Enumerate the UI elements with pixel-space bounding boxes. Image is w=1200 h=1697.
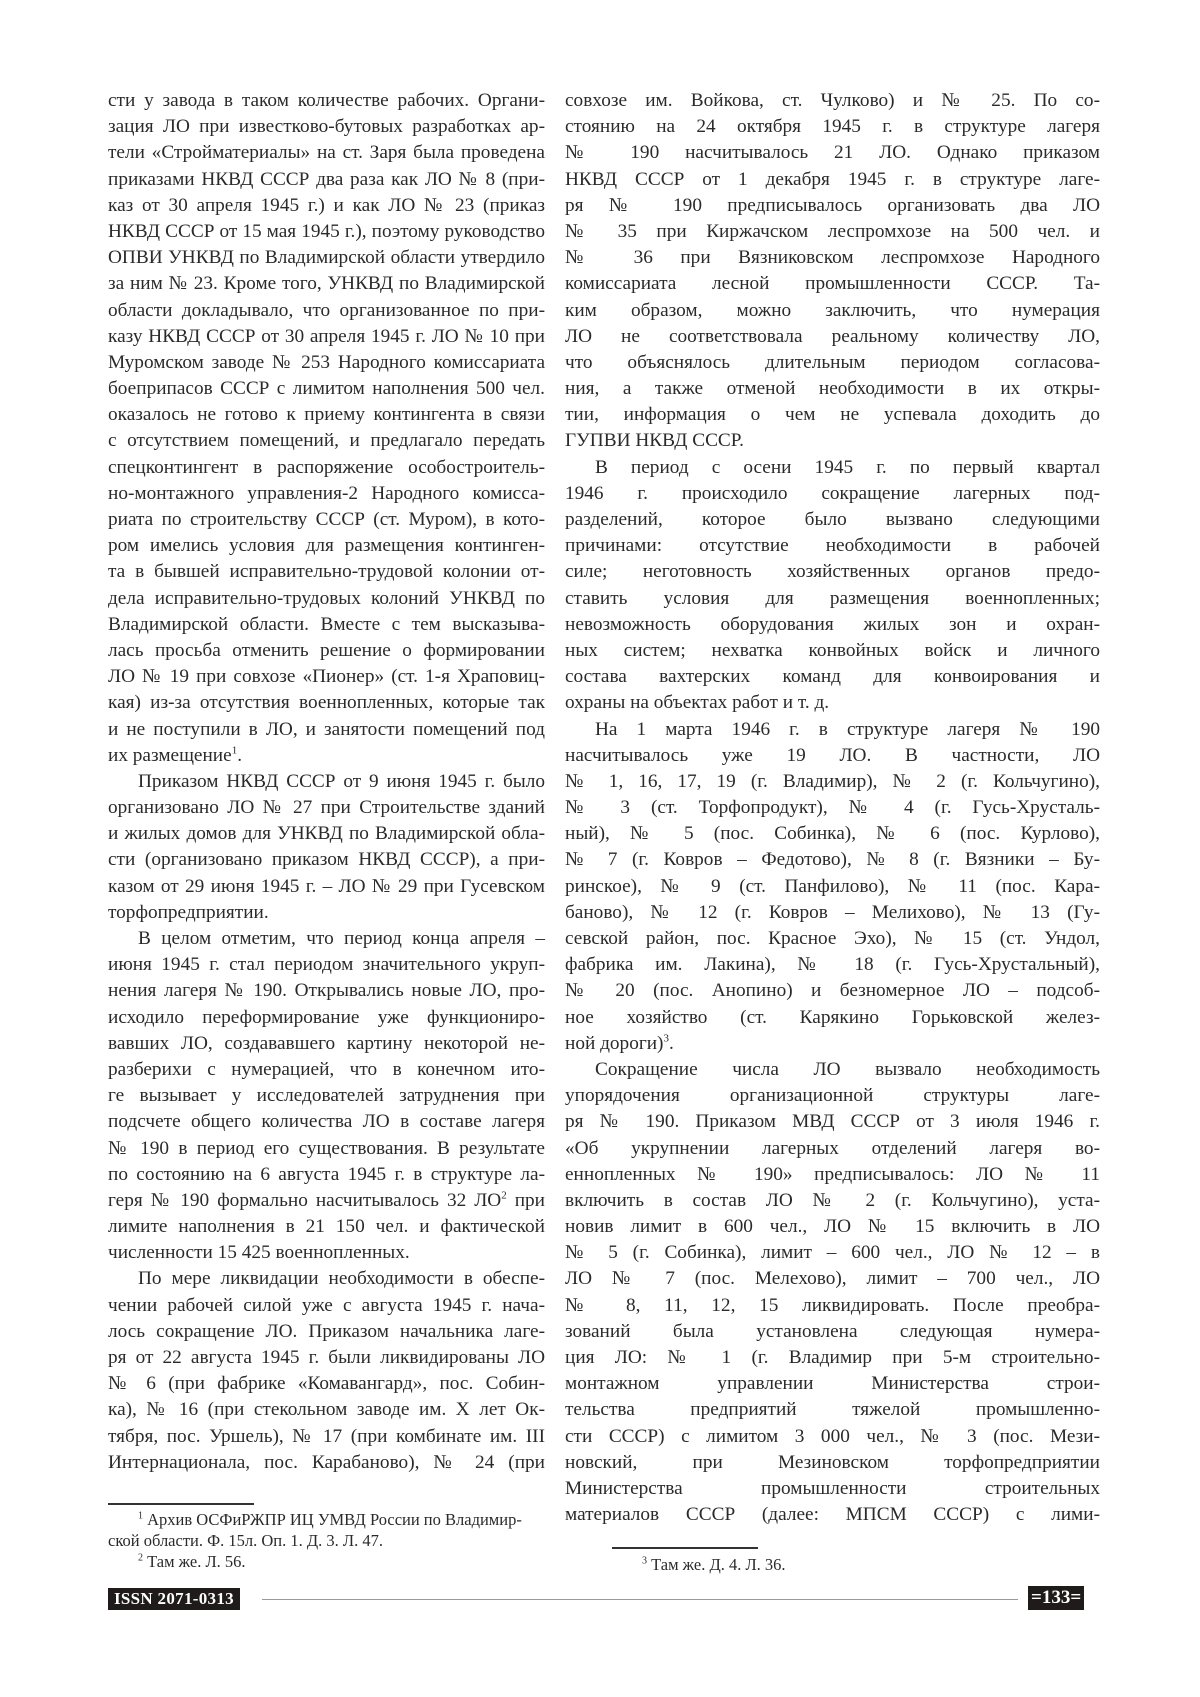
- line-text: ставить условия для размещения военнопленных;: [565, 587, 1100, 609]
- line-text: № 20 (пос. Анопино) и безномерное ЛО – подсоб-: [565, 980, 1100, 1002]
- line-text: баново), № 12 (г. Ковров – Мелихово), № 13 (Гу-: [565, 901, 1100, 923]
- line-text: Приказом НКВД СССР от 9 июня 1945 г. было: [138, 770, 545, 792]
- line-text: с отсутствием помещений, и предлагало передать: [108, 430, 545, 452]
- issn-badge: ISSN 2071-0313: [108, 1588, 240, 1610]
- text-line: [565, 1057, 1100, 1083]
- line-text-tail: .: [237, 744, 243, 766]
- text-line: [565, 1162, 1100, 1188]
- text-line: [108, 376, 545, 402]
- line-text: ГУПВИ НКВД СССР.: [565, 430, 744, 452]
- text-line: [108, 1031, 545, 1057]
- line-text: разделений, которое было вызвано следующими: [565, 509, 1100, 530]
- line-text: № 7 (г. Ковров – Федотово), № 8 (г. Вязники – Бу-: [565, 849, 1100, 871]
- text-line: [108, 245, 545, 271]
- text-line: [565, 821, 1100, 847]
- text-line: [108, 900, 545, 926]
- text-line: [565, 978, 1100, 1004]
- line-text: ка), № 16 (при стекольном заводе им. X лет Ок-: [108, 1399, 545, 1421]
- line-text: тельства предприятий тяжелой промышленно-: [565, 1399, 1100, 1421]
- line-text-tail: .: [668, 1032, 674, 1054]
- line-text: по состоянию на 6 августа 1945 г. в структуре ла-: [108, 1163, 545, 1185]
- line-text: ря от 22 августа 1945 г. были ликвидированы ЛО: [108, 1347, 545, 1368]
- line-text: совхозе им. Войкова, ст. Чулково) и № 25. По со-: [565, 90, 1100, 111]
- footnotes-right: [612, 1554, 1092, 1575]
- footnote-number: 3: [642, 1555, 647, 1567]
- line-text: Министерства промышленности строительных: [565, 1477, 1100, 1499]
- text-line: [108, 1188, 545, 1214]
- text-line: [565, 1345, 1100, 1371]
- text-line: [108, 1240, 545, 1266]
- line-text: монтажном управлении Министерства строи-: [565, 1373, 1100, 1395]
- footnote-line: [108, 1530, 545, 1551]
- text-line: [565, 1005, 1100, 1031]
- line-text: ге вызывает у исследователей затруднения при: [108, 1085, 545, 1107]
- line-text: дела исправительно-трудовых колоний УНКВД по: [108, 587, 545, 609]
- line-text: ЛО № 19 при совхозе «Пионер» (ст. 1-я Храповиц-: [108, 666, 545, 688]
- line-text: спецконтингент в распоряжение особостроитель-: [108, 456, 545, 478]
- text-line: [565, 1319, 1100, 1345]
- text-line: [565, 324, 1100, 350]
- text-line: [108, 559, 545, 585]
- text-line: [565, 559, 1100, 585]
- text-line: [565, 952, 1100, 978]
- line-text: ря № 190 предписывалось организовать два ЛО: [565, 194, 1100, 216]
- text-line: [108, 193, 545, 219]
- text-line: [565, 743, 1100, 769]
- line-text: боеприпасов СССР с лимитом наполнения 500 чел.: [108, 378, 545, 400]
- text-line: [565, 1031, 1100, 1057]
- line-text: зация ЛО при известково-бутовых разработках ар-: [108, 116, 545, 138]
- text-line: [108, 717, 545, 743]
- line-text: № 36 при Вязниковском леспромхозе Народного: [565, 247, 1100, 269]
- footnote-separator-right: [612, 1547, 758, 1549]
- line-text: № 35 при Киржачском леспромхозе на 500 чел. и: [565, 220, 1100, 242]
- line-text: «Об укрупнении лагерных отделений лагеря во-: [565, 1137, 1100, 1159]
- line-text: № 6 (при фабрике «Комавангард», пос. Собин-: [108, 1373, 545, 1395]
- footnotes-left: [108, 1509, 545, 1572]
- line-text: ЛО не соответствовала реальному количеству ЛО,: [565, 325, 1100, 347]
- line-text: тии, информация о чем не успевала доходить до: [565, 404, 1100, 426]
- text-line: [565, 271, 1100, 297]
- text-line: [565, 376, 1100, 402]
- line-text: охраны на объектах работ и т. д.: [565, 692, 830, 714]
- line-text: вавших ЛО, создававшего картину некоторой не-: [108, 1032, 545, 1054]
- text-line: [108, 88, 545, 114]
- text-line: [108, 769, 545, 795]
- text-line: [108, 455, 545, 481]
- text-line: [108, 1371, 545, 1397]
- line-text: упорядочения организационной структуры лаге-: [565, 1085, 1100, 1107]
- footnote-text: ской области. Ф. 15л. Оп. 1. Д. 3. Л. 47.: [108, 1531, 383, 1550]
- line-text: области докладывало, что организованное по при-: [108, 299, 545, 321]
- line-text: ния, а также отменой необходимости в их откры-: [565, 378, 1100, 400]
- text-line: [565, 1188, 1100, 1214]
- footnote-line: [108, 1509, 545, 1530]
- text-line: [108, 1345, 545, 1371]
- line-text: севской район, пос. Красное Эхо), № 15 (ст. Ундол,: [565, 928, 1100, 949]
- line-text: № 190 насчитывалось 21 ЛО. Однако приказом: [565, 142, 1100, 164]
- text-line: [565, 847, 1100, 873]
- text-line: [565, 219, 1100, 245]
- right-column: [565, 88, 1100, 1528]
- line-text: нения лагеря № 190. Открывались новые ЛО, про-: [108, 980, 545, 1002]
- footnote-separator-left: [108, 1503, 254, 1505]
- line-text: № 5 (г. Собинка), лимит – 600 чел., ЛО № 12 – в: [565, 1242, 1100, 1264]
- text-line: [108, 821, 545, 847]
- line-text: Сокращение числа ЛО вызвало необходимость: [595, 1058, 1100, 1080]
- text-line: [565, 193, 1100, 219]
- text-line: [565, 664, 1100, 690]
- line-text: фабрика им. Лакина), № 18 (г. Гусь-Хрустальный),: [565, 954, 1100, 976]
- text-line: [108, 847, 545, 873]
- text-line: [565, 533, 1100, 559]
- line-text: и не поступили в ЛО, и занятости помещений под: [108, 718, 545, 740]
- line-text: ринское), № 9 (ст. Панфилово), № 11 (пос. Кара-: [565, 875, 1100, 897]
- line-text: включить в состав ЛО № 2 (г. Кольчугино), уста-: [565, 1189, 1100, 1211]
- text-line: [108, 612, 545, 638]
- line-text: 1946 г. происходило сокращение лагерных под-: [565, 482, 1100, 504]
- line-text: причинами: отсутствие необходимости в рабочей: [565, 535, 1100, 557]
- text-line: [565, 769, 1100, 795]
- line-text: Муромском заводе № 253 Народного комиссариата: [108, 351, 545, 373]
- text-line: [565, 402, 1100, 428]
- footnote-line: [612, 1554, 1092, 1575]
- text-line: [565, 140, 1100, 166]
- text-line: [565, 114, 1100, 140]
- line-text: стоянию на 24 октября 1945 г. в структуре лагеря: [565, 116, 1100, 138]
- text-line: [108, 926, 545, 952]
- text-line: [108, 586, 545, 612]
- text-line: [565, 245, 1100, 271]
- line-text: ной дороги): [565, 1032, 664, 1054]
- footer-rule: [262, 1599, 1018, 1600]
- footnote-ref[interactable]: 2: [501, 1189, 507, 1202]
- line-text: еннопленных № 190» предписывалось: ЛО № 11: [565, 1163, 1100, 1185]
- line-text: № 190 в период его существования. В результате: [108, 1137, 545, 1159]
- footnote-number: 1: [138, 1510, 143, 1522]
- text-line: [565, 926, 1100, 952]
- text-line: [108, 638, 545, 664]
- line-text: риата по строительству СССР (ст. Муром), в кото-: [108, 509, 545, 530]
- footnote-text: Там же. Л. 56.: [143, 1552, 246, 1571]
- left-column: [108, 88, 545, 1476]
- line-text: казу НКВД СССР от 30 апреля 1945 г. ЛО № 10 при: [108, 325, 545, 347]
- line-text: НКВД СССР от 1 декабря 1945 г. в структуре лаге-: [565, 168, 1100, 190]
- footnote-text: Архив ОСФиРЖПР ИЦ УМВД России по Владимир-: [143, 1510, 522, 1529]
- text-line: [108, 428, 545, 454]
- line-text: казом от 29 июня 1945 г. – ЛО № 29 при Гусевском: [108, 875, 545, 897]
- line-text: тября, пос. Уршель), № 17 (при комбинате им. III: [108, 1425, 545, 1447]
- text-line: [108, 271, 545, 297]
- line-text: ция ЛО: № 1 (г. Владимир при 5-м строительно-: [565, 1347, 1100, 1368]
- line-text: ря № 190. Приказом МВД СССР от 3 июля 1946 г.: [565, 1111, 1100, 1133]
- line-text: № 1, 16, 17, 19 (г. Владимир), № 2 (г. Кольчугино),: [565, 770, 1100, 792]
- text-line: [108, 1109, 545, 1135]
- text-line: [108, 874, 545, 900]
- text-line: [565, 1109, 1100, 1135]
- line-text: № 3 (ст. Торфопродукт), № 4 (г. Гусь-Хрусталь-: [565, 797, 1100, 819]
- text-line: [565, 900, 1100, 926]
- text-line: [108, 507, 545, 533]
- text-line: [108, 533, 545, 559]
- line-text: силе; неготовность хозяйственных органов предо-: [565, 561, 1100, 583]
- line-text: каз от 30 апреля 1945 г.) и как ЛО № 23 (приказ: [108, 194, 545, 216]
- text-line: [108, 978, 545, 1004]
- line-text: состава вахтерских команд для конвоирования и: [565, 666, 1100, 688]
- line-text: Интернационала, пос. Карабаново), № 24 (при: [108, 1451, 545, 1473]
- line-text: ное хозяйство (ст. Карякино Горьковской желез-: [565, 1006, 1100, 1028]
- line-text: сти (организовано приказом НКВД СССР), а при-: [108, 849, 545, 871]
- text-line: [108, 298, 545, 324]
- line-text: № 8, 11, 12, 15 ликвидировать. После преобра-: [565, 1294, 1100, 1316]
- line-text: В целом отметим, что период конца апреля –: [138, 928, 545, 949]
- text-line: [565, 481, 1100, 507]
- text-line: [108, 1057, 545, 1083]
- line-text: их размещение: [108, 744, 232, 766]
- line-text: исходило переформирование уже функциониро-: [108, 1006, 545, 1028]
- text-line: [108, 795, 545, 821]
- line-text: июня 1945 г. стал периодом значительного укруп-: [108, 954, 545, 976]
- text-line: [565, 1371, 1100, 1397]
- line-text: лось сокращение ЛО. Приказом начальника лаге-: [108, 1320, 545, 1342]
- text-line: [565, 1424, 1100, 1450]
- text-line: [565, 717, 1100, 743]
- line-text: НКВД СССР от 15 мая 1945 г.), поэтому руководство: [108, 220, 545, 242]
- line-text: чении рабочей силой уже с августа 1945 г. нача-: [108, 1294, 545, 1316]
- text-line: [108, 481, 545, 507]
- line-text: за ним № 23. Кроме того, УНКВД по Владимирской: [108, 273, 545, 295]
- text-line: [565, 1293, 1100, 1319]
- text-line: [565, 167, 1100, 193]
- line-text: зований была установлена следующая нумера-: [565, 1320, 1100, 1342]
- line-text: лимите наполнения в 21 150 чел. и фактической: [108, 1216, 545, 1238]
- text-line: [108, 167, 545, 193]
- text-line: [565, 1266, 1100, 1292]
- text-line: [565, 88, 1100, 114]
- text-line: [108, 1136, 545, 1162]
- text-line: [565, 795, 1100, 821]
- line-text-tail: при: [506, 1189, 545, 1211]
- footnote-line: [108, 1551, 545, 1572]
- text-line: [108, 1293, 545, 1319]
- line-text: оказалось не готово к приему контингента в связи: [108, 404, 545, 426]
- line-text: что объяснялось длительным периодом согласова-: [565, 351, 1100, 373]
- line-text: сти СССР) с лимитом 3 000 чел., № 3 (пос. Мези-: [565, 1425, 1100, 1447]
- text-line: [108, 1397, 545, 1423]
- line-text: ный), № 5 (пос. Собинка), № 6 (пос. Курлово),: [565, 823, 1100, 845]
- line-text: торфопредприятии.: [108, 901, 269, 923]
- line-text: Владимирской области. Вместе с тем высказыва-: [108, 613, 545, 635]
- footnote-number: 2: [138, 1552, 143, 1564]
- line-text: та в бывшей исправительно-трудовой колонии от-: [108, 561, 545, 583]
- text-line: [108, 1450, 545, 1476]
- text-line: [565, 1397, 1100, 1423]
- line-text: приказами НКВД СССР два раза как ЛО № 8 (при-: [108, 168, 545, 190]
- line-text: ных систем; нехватка конвойных войск и личного: [565, 639, 1100, 661]
- line-text: В период с осени 1945 г. по первый квартал: [595, 456, 1100, 478]
- line-text: тели «Стройматериалы» на ст. Заря была проведена: [108, 142, 545, 164]
- line-text: ЛО № 7 (пос. Мелехово), лимит – 700 чел., ЛО: [565, 1268, 1100, 1290]
- line-text: На 1 марта 1946 г. в структуре лагеря № 190: [595, 718, 1100, 740]
- text-line: [108, 1424, 545, 1450]
- text-line: [565, 1450, 1100, 1476]
- line-text: организовано ЛО № 27 при Строительстве зданий: [108, 797, 545, 819]
- text-line: [108, 1319, 545, 1345]
- text-line: [565, 507, 1100, 533]
- text-line: [565, 455, 1100, 481]
- text-line: [108, 114, 545, 140]
- text-line: [108, 1162, 545, 1188]
- line-text: новский, при Мезиновском торфопредприятии: [565, 1451, 1100, 1473]
- text-line: [108, 1266, 545, 1292]
- line-text: и жилых домов для УНКВД по Владимирской обла-: [108, 823, 545, 845]
- line-text: кая) из-за отсутствия военнопленных, которые так: [108, 692, 545, 714]
- text-line: [108, 1005, 545, 1031]
- text-line: [108, 402, 545, 428]
- line-text: подсчете общего количества ЛО в составе лагеря: [108, 1111, 545, 1133]
- text-line: [108, 743, 545, 769]
- line-text: численности 15 425 военнопленных.: [108, 1242, 410, 1264]
- text-line: [108, 140, 545, 166]
- line-text: ОПВИ УНКВД по Владимирской области утвердило: [108, 247, 545, 269]
- text-line: [565, 350, 1100, 376]
- text-line: [565, 1502, 1100, 1528]
- text-line: [108, 952, 545, 978]
- text-line: [108, 219, 545, 245]
- line-text: разберихи с нумерацией, что в конечном ито-: [108, 1058, 545, 1080]
- page-number: =133=: [1028, 1586, 1084, 1610]
- line-text: лась просьба отменить решение о формировании: [108, 639, 545, 661]
- text-line: [565, 1214, 1100, 1240]
- text-line: [565, 638, 1100, 664]
- line-text: невозможность оборудования жилых зон и охран-: [565, 613, 1100, 635]
- footnote-ref[interactable]: 1: [231, 744, 238, 757]
- line-text: материалов СССР (далее: МПСМ СССР) с лими-: [565, 1504, 1100, 1526]
- text-line: [565, 612, 1100, 638]
- text-line: [108, 324, 545, 350]
- line-text: геря № 190 формально насчитывалось 32 ЛО: [108, 1189, 502, 1211]
- text-line: [565, 1136, 1100, 1162]
- text-line: [565, 586, 1100, 612]
- text-line: [108, 690, 545, 716]
- text-line: [108, 1214, 545, 1240]
- line-text: сти у завода в таком количестве рабочих. Органи-: [108, 90, 545, 111]
- text-line: [108, 1083, 545, 1109]
- line-text: По мере ликвидации необходимости в обеспе-: [138, 1268, 545, 1290]
- text-line: [565, 874, 1100, 900]
- line-text: новив лимит в 600 чел., ЛО № 15 включить в ЛО: [565, 1216, 1100, 1238]
- line-text: ким образом, можно заключить, что нумерация: [565, 299, 1100, 321]
- footnote-text: Там же. Д. 4. Л. 36.: [647, 1555, 786, 1574]
- line-text: комиссариата лесной промышленности СССР. Та-: [565, 273, 1100, 295]
- line-text: но-монтажного управления-2 Народного комисса-: [108, 482, 545, 504]
- text-line: [565, 1240, 1100, 1266]
- text-line: [565, 298, 1100, 324]
- text-line: [565, 1476, 1100, 1502]
- text-line: [108, 664, 545, 690]
- text-line: [565, 428, 1100, 454]
- text-line: [565, 690, 1100, 716]
- line-text: ром имелись условия для размещения континген-: [108, 535, 545, 557]
- text-line: [108, 350, 545, 376]
- line-text: насчитывалось уже 19 ЛО. В частности, ЛО: [565, 744, 1100, 766]
- footnote-ref[interactable]: 3: [663, 1032, 669, 1045]
- text-line: [565, 1083, 1100, 1109]
